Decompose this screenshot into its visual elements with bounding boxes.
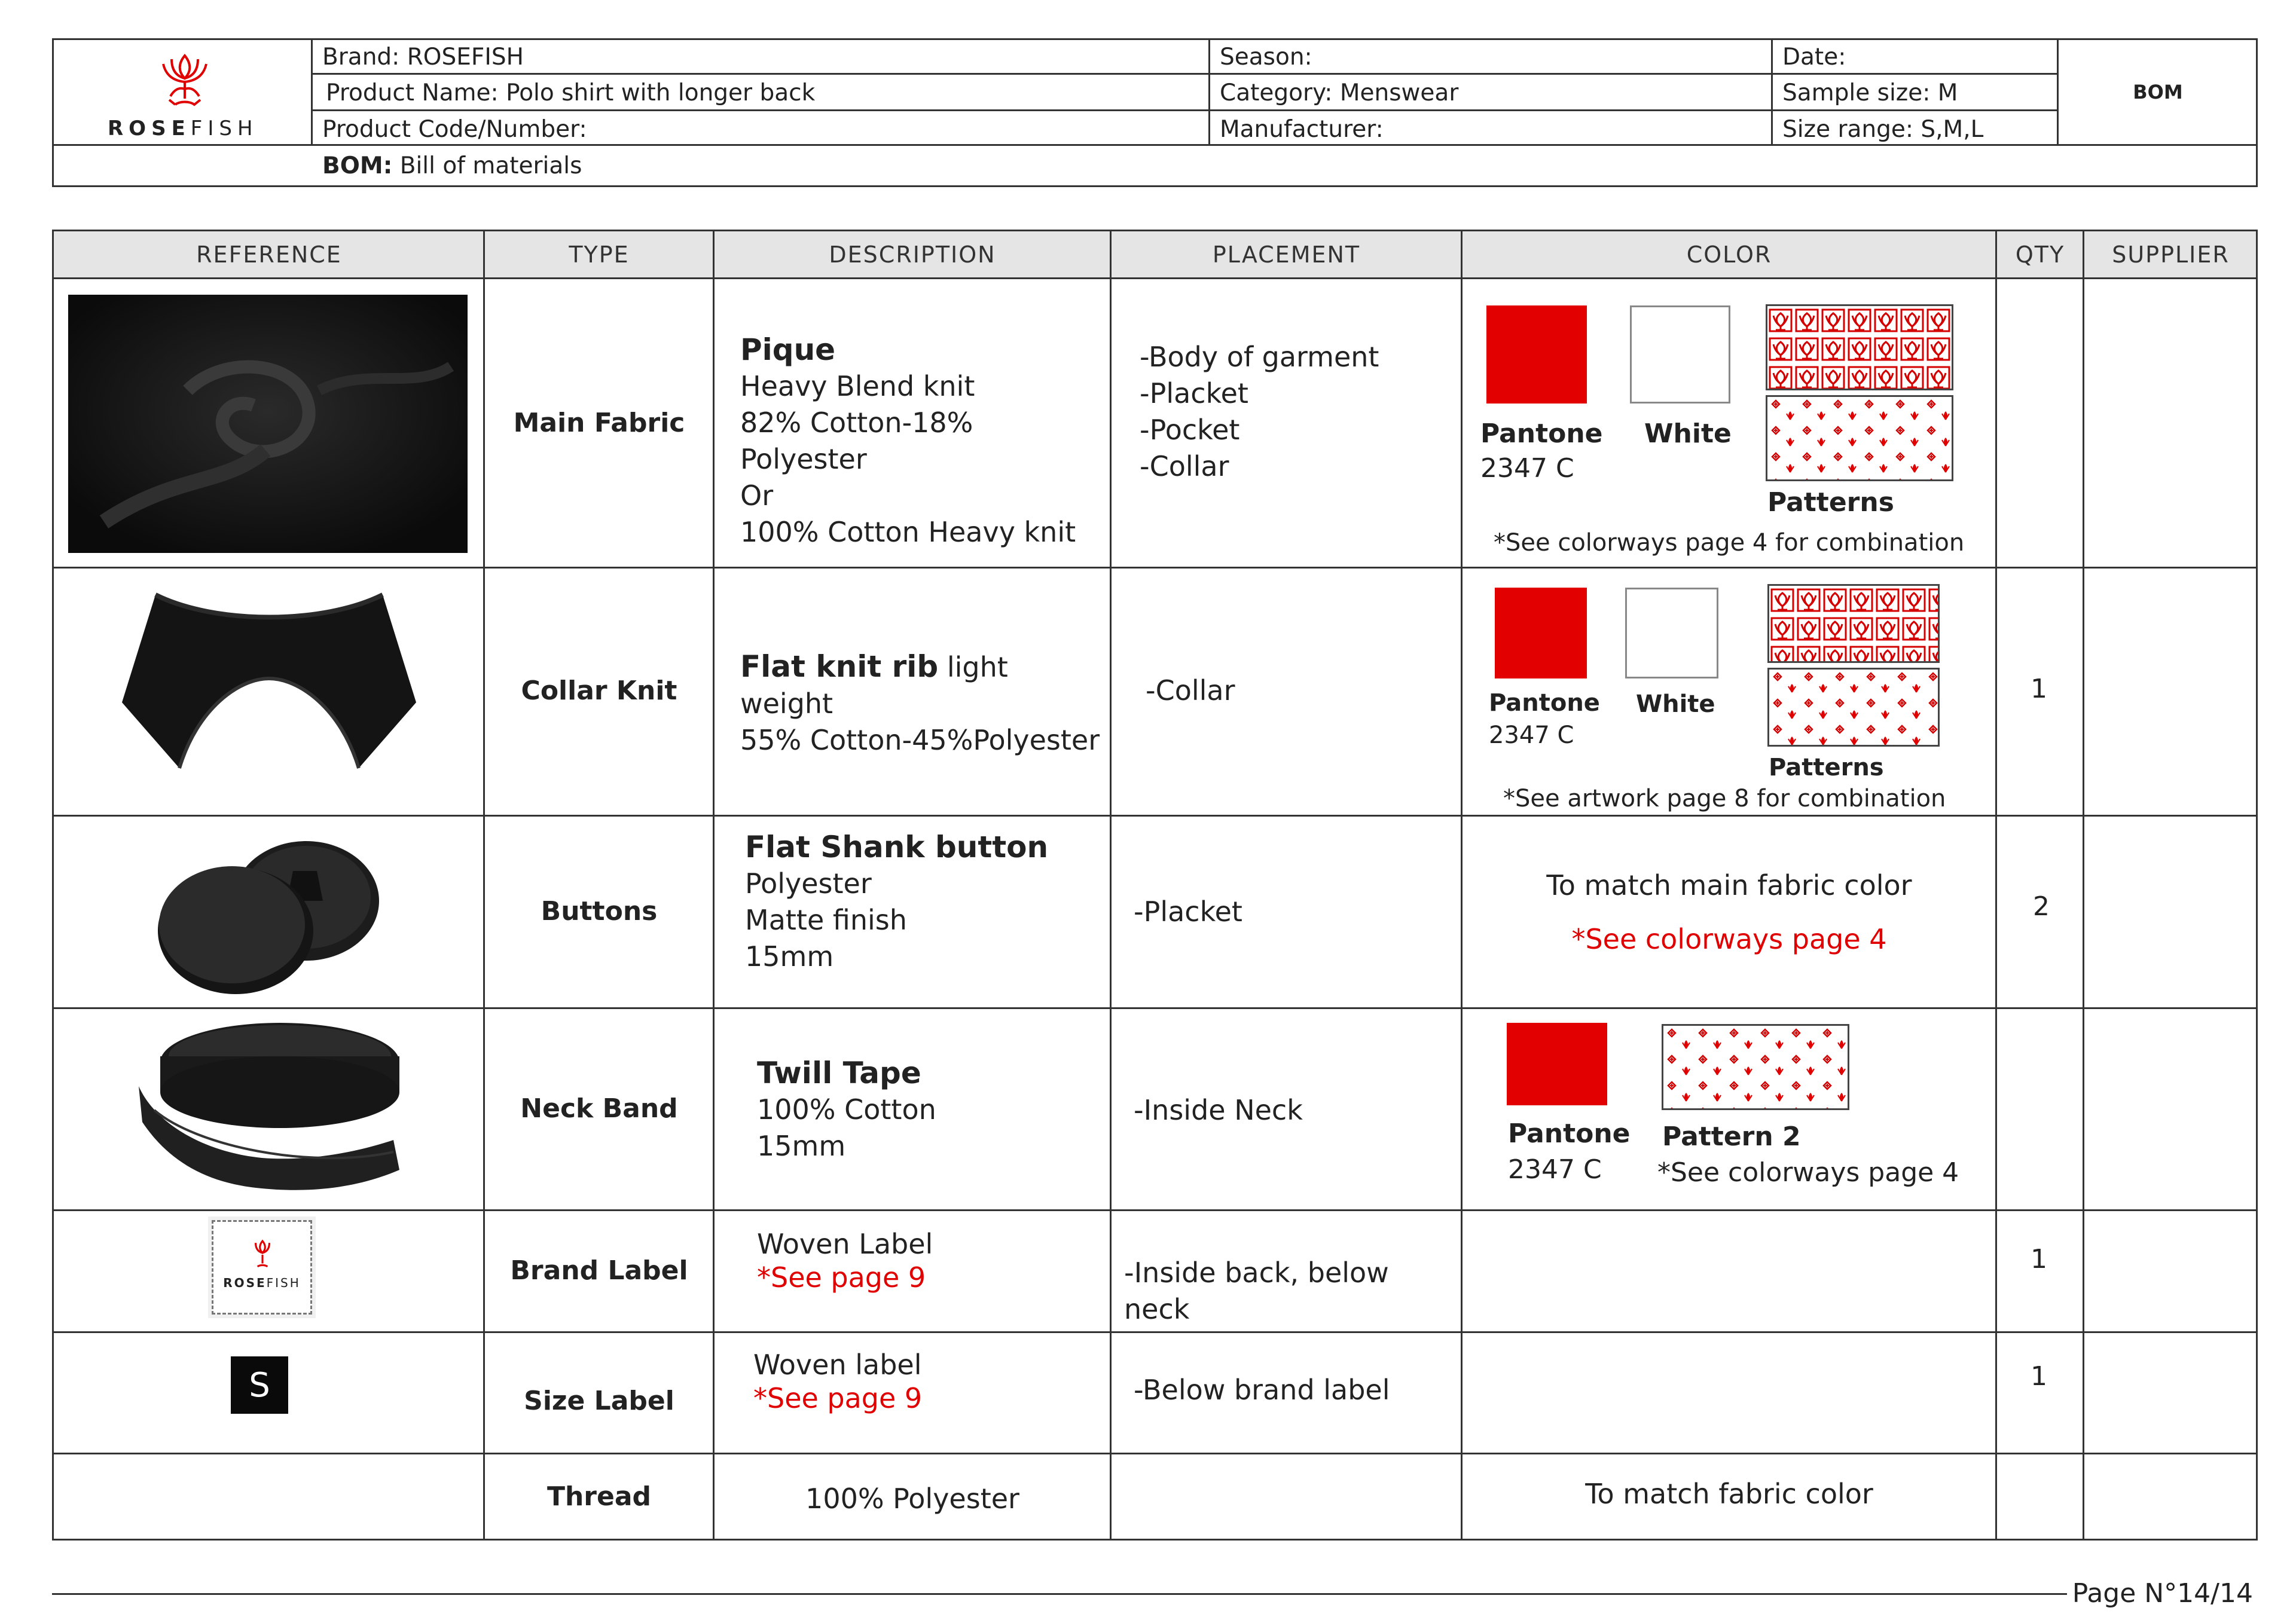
twill-tape-image (130, 1020, 405, 1200)
rose-fish-logo-icon (157, 51, 212, 115)
desc-size-label: Woven label *See page 9 (753, 1349, 923, 1414)
size-range-field: Size range: S,M,L (1782, 116, 1984, 143)
pattern-2-swatch (1766, 395, 1953, 481)
table-header (54, 231, 2256, 279)
sample-size-field: Sample size: M (1782, 80, 1958, 106)
placement-brand-label: -Inside back, below neck (1124, 1257, 1389, 1325)
white-label: White (1644, 418, 1732, 449)
white-label: White (1636, 690, 1715, 718)
qty-brand-label: 1 (2031, 1244, 2047, 1274)
colorways-note: *See colorways page 4 (1657, 1157, 1959, 1188)
doc-type-label: BOM (2133, 81, 2183, 103)
type-thread: Thread (546, 1481, 652, 1512)
label-wordmark: ROSEFISH (223, 1276, 301, 1290)
pattern-1-swatch (1766, 304, 1953, 390)
desc-brand-label: Woven Label *See page 9 (757, 1228, 933, 1294)
pattern-2-swatch (1662, 1024, 1849, 1110)
desc-thread: 100% Polyester (805, 1483, 1019, 1515)
patterns-label: Patterns (1767, 487, 1894, 518)
qty-collar-knit: 1 (2031, 674, 2047, 704)
pantone-swatch (1495, 588, 1587, 678)
placement-buttons: -Placket (1134, 895, 1242, 928)
desc-buttons: Flat Shank button Polyester Matte finish 15mm (745, 830, 1049, 973)
type-main-fabric: Main Fabric (513, 408, 685, 438)
desc-main-fabric: Pique Heavy Blend knit 82% Cotton-18% Polyester Or 100% Cotton Heavy knit (740, 332, 1076, 548)
size-label-image: S (231, 1356, 288, 1414)
desc-collar-knit: Flat knit rib light weight 55% Cotton-45%Polyester (740, 649, 1100, 756)
white-swatch (1630, 305, 1730, 404)
button-image (152, 835, 385, 997)
type-neck-band: Neck Band (520, 1093, 678, 1124)
pantone-swatch (1486, 305, 1587, 404)
col-qty: QTY (2015, 241, 2065, 268)
pantone-swatch (1507, 1023, 1607, 1105)
qty-buttons: 2 (2033, 891, 2050, 922)
product-code-field: Product Code/Number: (322, 116, 587, 143)
type-collar-knit: Collar Knit (521, 676, 677, 706)
patterns-label: Patterns (1769, 754, 1884, 781)
footer-divider (52, 1593, 2067, 1595)
color-thread: To match fabric color (1585, 1478, 1873, 1510)
placement-neck-band: -Inside Neck (1134, 1094, 1303, 1126)
main-fabric-image (68, 295, 468, 553)
artwork-note: *See artwork page 8 for combination (1503, 785, 1946, 812)
brand-field: Brand: ROSEFISH (322, 44, 524, 71)
page-number: Page N°14/14 (2072, 1578, 2253, 1609)
collar-knit-image (120, 589, 419, 792)
season-field: Season: (1220, 44, 1312, 71)
brand-label-image (212, 1220, 312, 1315)
category-field: Category: Menswear (1220, 80, 1459, 106)
rose-fish-logo-icon (248, 1237, 277, 1273)
product-name-field: Product Name: Polo shirt with longer back (326, 80, 816, 106)
pattern-2-label: Pattern 2 (1662, 1121, 1801, 1152)
spec-header (52, 38, 2258, 187)
pattern-2-swatch (1767, 668, 1940, 747)
col-type: TYPE (569, 241, 630, 268)
placement-size-label: -Below brand label (1134, 1374, 1390, 1406)
type-size-label: Size Label (524, 1385, 674, 1416)
bom-subtitle: BOM: Bill of materials (322, 152, 582, 179)
pattern-1-swatch (1767, 584, 1940, 663)
colorways-note: *See colorways page 4 (1571, 923, 1887, 955)
col-description: DESCRIPTION (829, 241, 996, 268)
color-buttons: To match main fabric color (1546, 869, 1912, 901)
type-buttons: Buttons (541, 895, 658, 927)
date-field: Date: (1782, 44, 1846, 71)
col-supplier: SUPPLIER (2112, 241, 2230, 268)
bom-table (52, 230, 2258, 1541)
pantone-label: Pantone 2347 C (1480, 418, 1603, 484)
placement-collar-knit: -Collar (1146, 674, 1235, 707)
placement-main-fabric: -Body of garment -Placket -Pocket -Collar (1140, 341, 1379, 482)
logo-wordmark: ROSEFISH (108, 117, 258, 140)
col-placement: PLACEMENT (1212, 241, 1361, 268)
white-swatch (1625, 588, 1718, 678)
col-color: COLOR (1686, 241, 1772, 268)
manufacturer-field: Manufacturer: (1220, 116, 1384, 143)
desc-neck-band: Twill Tape 100% Cotton 15mm (757, 1056, 936, 1162)
qty-size-label: 1 (2031, 1361, 2047, 1392)
brand-logo (54, 40, 313, 144)
col-reference: REFERENCE (196, 241, 342, 268)
pantone-label: Pantone 2347 C (1508, 1118, 1631, 1185)
pantone-label: Pantone 2347 C (1489, 689, 1600, 749)
colorways-note: *See colorways page 4 for combination (1494, 529, 1965, 557)
type-brand-label: Brand Label (510, 1255, 688, 1286)
